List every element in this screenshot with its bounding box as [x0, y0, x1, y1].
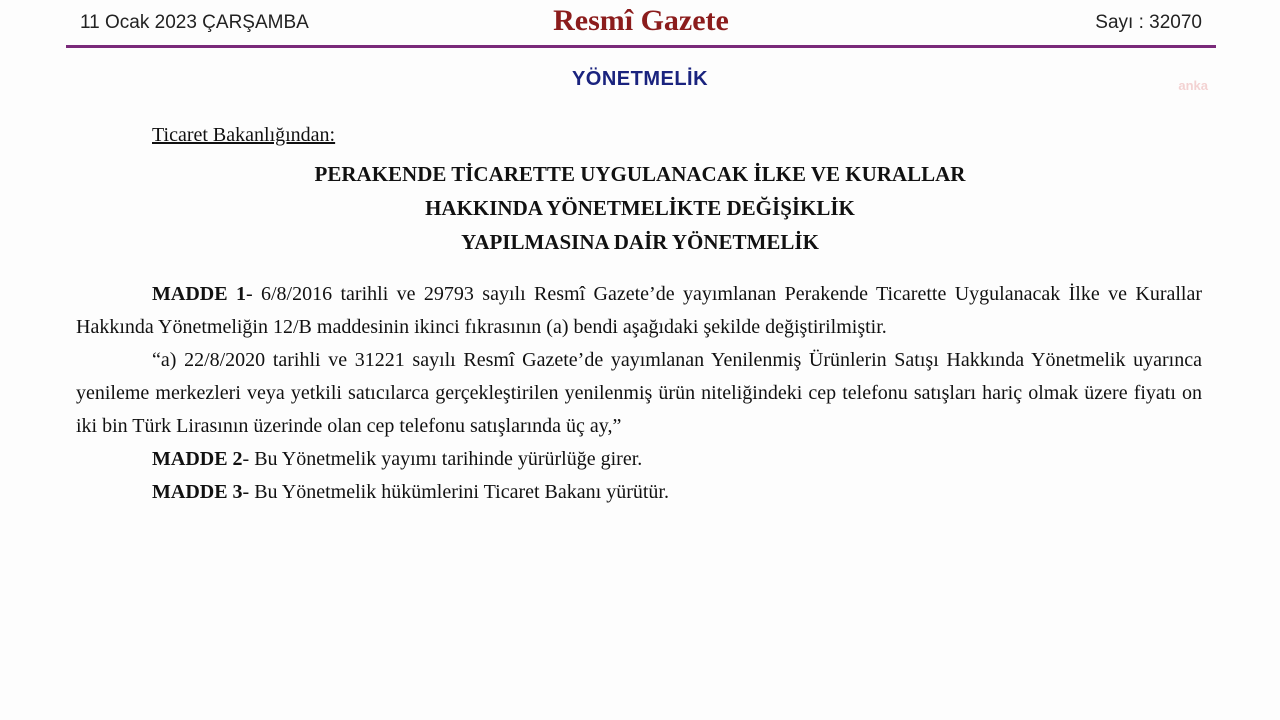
article-2-label: MADDE 2: [152, 448, 243, 470]
article-2: [76, 443, 1202, 476]
regulation-title-line-3: YAPILMASINA DAİR YÖNETMELİK: [461, 230, 819, 254]
amended-clause-text: “a) 22/8/2020 tarihli ve 31221 sayılı Resmî Gazete’de yayımlanan Yenilenmiş Ürünlerin Satışı Hakkında Yönetmelik uyarınca yenileme merkezleri veya yetkili satıcılarca gerçekleştirilen yenilenmiş ürün niteliğindeki cep telefonu satışları hariç olmak üzere fiyatı on iki bin Türk Lirasının üzerinde olan cep telefonu satışlarında üç ay,”: [76, 349, 1202, 437]
watermark-logo: anka: [1178, 78, 1208, 93]
article-1-label: MADDE 1: [152, 283, 246, 305]
article-2-text: - Bu Yönetmelik yayımı tarihinde yürürlüğe girer.: [242, 448, 643, 470]
article-1-amended-clause: [76, 344, 1202, 443]
gazette-title: Resmî Gazete: [553, 4, 729, 37]
issuing-authority: Ticaret Bakanlığından:: [152, 124, 336, 146]
header-divider: [66, 45, 1216, 48]
article-3-label: MADDE 3: [152, 481, 243, 503]
article-3: [76, 476, 1202, 509]
issue-number: Sayı : 32070: [1095, 12, 1202, 33]
regulation-title-line-1: PERAKENDE TİCARETTE UYGULANACAK İLKE VE KURALLAR: [314, 162, 966, 186]
article-1-text: - 6/8/2016 tarihli ve 29793 sayılı Resmî Gazete’de yayımlanan Perakende Ticarette Uygulanacak İlke ve Kurallar Hakkında Yönetmeliğin 12/B maddesinin ikinci fıkrasının (a) bendi aşağıdaki şekilde değiştirilmiştir.: [76, 283, 1202, 338]
regulation-title-line-2: HAKKINDA YÖNETMELİKTE DEĞİŞİKLİK: [425, 196, 855, 220]
section-label: YÖNETMELİK: [571, 68, 709, 90]
article-1: [76, 278, 1202, 344]
header-date: 11 Ocak 2023 ÇARŞAMBA: [80, 12, 309, 33]
article-3-text: - Bu Yönetmelik hükümlerini Ticaret Bakanı yürütür.: [242, 481, 669, 503]
gazette-header: [66, 0, 1216, 48]
